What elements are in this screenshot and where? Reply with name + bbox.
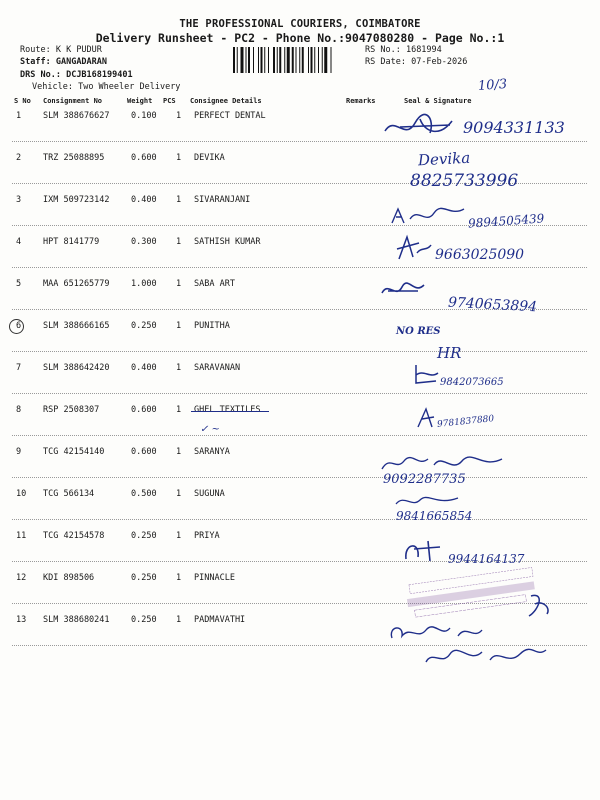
handwritten-phone-10: 9841665854 [396, 509, 473, 523]
row-weight: 0.400 [131, 195, 157, 205]
rs-date-label: RS Date: [365, 57, 406, 67]
handwritten-phone-11: 9944164137 [448, 552, 525, 566]
row-pcs: 1 [176, 279, 182, 289]
company-stamp [402, 563, 542, 627]
row-consignee: PUNITHA [194, 321, 230, 331]
col-header-consignee: Consignee Details [190, 97, 262, 105]
row-sno: 1 [16, 111, 22, 121]
row-consignee: SUGUNA [194, 489, 225, 499]
row-weight: 0.250 [131, 615, 157, 625]
barcode-bar [292, 47, 294, 73]
signature-4 [393, 233, 433, 263]
row-weight: 0.400 [131, 363, 157, 373]
row-consignee: SARAVANAN [194, 363, 241, 373]
rs-date-line [365, 57, 467, 67]
row-divider [12, 393, 587, 394]
row-pcs: 1 [176, 321, 182, 331]
row-consignee: SARANYA [194, 447, 230, 457]
barcode-bar [287, 47, 290, 73]
route-label: Route: [20, 45, 51, 55]
vehicle-value: Two Wheeler Delivery [78, 82, 181, 92]
row-consignee: PRIYA [194, 531, 220, 541]
signature-12 [525, 590, 555, 620]
handwritten-count: 10/3 [477, 76, 508, 95]
signature-3 [388, 203, 468, 229]
row-consignee: PINNACLE [194, 573, 235, 583]
handwritten-tick: ✓ ~ [200, 424, 220, 435]
row-weight: 0.500 [131, 489, 157, 499]
handwritten-phone-2: 8825733996 [410, 171, 519, 191]
barcode-bar [318, 47, 319, 73]
rs-no-value: 1681994 [405, 45, 442, 55]
row-consignment-no: MAA 651265779 [43, 279, 110, 289]
row-divider [12, 435, 587, 436]
col-header-pcs: PCS [163, 97, 176, 105]
row-weight: 0.250 [131, 321, 157, 331]
handwritten-phone-5: 9740653894 [447, 294, 538, 316]
company-title: THE PROFESSIONAL COURIERS, COIMBATORE [179, 18, 421, 30]
staff-value: GANGADARAN [55, 57, 108, 67]
signature-11 [400, 537, 446, 565]
row-sno: 9 [16, 447, 22, 457]
row-consignee: SABA ART [194, 279, 235, 289]
row-consignment-no: SLM 388676627 [43, 111, 110, 121]
row-sno: 12 [16, 573, 27, 583]
row-divider [12, 477, 587, 478]
row-divider [12, 267, 587, 268]
staff-label: Staff: [20, 57, 51, 67]
row-consignment-no: SLM 388642420 [43, 363, 110, 373]
handwritten-phone-9: 9092287735 [383, 472, 466, 487]
barcode-bar [264, 47, 265, 73]
row-consignment-no: HPT 8141779 [43, 237, 100, 247]
row-sno: 8 [16, 405, 22, 415]
row-divider [12, 351, 587, 352]
row-pcs: 1 [176, 153, 182, 163]
barcode-bar [268, 47, 269, 73]
rs-date-value: 07-Feb-2026 [411, 57, 468, 67]
barcode-bar [331, 47, 332, 73]
row-consignment-no: IXM 509723142 [43, 195, 110, 205]
row-weight: 0.600 [131, 405, 157, 415]
col-header-seal: Seal & Signature [404, 97, 472, 105]
row-pcs: 1 [176, 489, 182, 499]
barcode-bar [284, 47, 285, 73]
row-consignment-no: SLM 388680241 [43, 615, 110, 625]
row-consignee: PADMAVATHI [194, 615, 246, 625]
row-consignment-no: TCG 42154140 [43, 447, 105, 457]
col-header-weight: Weight [127, 97, 153, 105]
handwritten-phone-8: 9781837880 [436, 414, 495, 430]
row-consignee: SIVARANJANI [194, 195, 251, 205]
row-consignee: PERFECT DENTAL [194, 111, 266, 121]
barcode-bar [248, 47, 250, 73]
signature-8 [414, 405, 440, 431]
row-weight: 0.100 [131, 111, 157, 121]
row-pcs: 1 [176, 195, 182, 205]
row-weight: 0.250 [131, 573, 157, 583]
row-pcs: 1 [176, 111, 182, 121]
row-pcs: 1 [176, 573, 182, 583]
row-sno: 5 [16, 279, 22, 289]
row-divider [12, 141, 587, 142]
row-consignment-no: RSP 2508307 [43, 405, 100, 415]
barcode-bar [299, 47, 300, 73]
barcode-bar [279, 47, 281, 73]
drs-value: DCJB168199401 [66, 70, 133, 80]
route-line [20, 45, 102, 55]
handwritten-phone-1: 9094331133 [463, 118, 565, 137]
barcode-bar [246, 47, 247, 73]
route-value: K K PUDUR [55, 45, 102, 55]
barcode-bar [311, 47, 313, 73]
row-sno: 13 [16, 615, 27, 625]
row-consignment-no: TCG 42154578 [43, 531, 105, 541]
row-weight: 0.600 [131, 447, 157, 457]
barcode-bar [308, 47, 309, 73]
barcode-bar [241, 47, 244, 73]
col-header-sno: S No [14, 97, 31, 105]
handwritten-phone-3: 9894505439 [467, 211, 545, 231]
barcode-bar [324, 47, 327, 73]
row-sno: 3 [16, 195, 22, 205]
staff-line [20, 57, 107, 67]
signature-7 [412, 363, 442, 387]
row-divider [12, 519, 587, 520]
row-pcs: 1 [176, 615, 182, 625]
signature-13 [386, 622, 556, 672]
barcode-bar [237, 47, 238, 73]
stamp-image [402, 563, 542, 627]
row-weight: 0.600 [131, 153, 157, 163]
barcode-bar [253, 47, 254, 73]
barcode-bar [273, 47, 275, 73]
row-sno: 4 [16, 237, 22, 247]
row-pcs: 1 [176, 405, 182, 415]
handwritten-name-2: Devika [417, 148, 471, 170]
row-pcs: 1 [176, 237, 182, 247]
handwritten-phone-4: 9663025090 [435, 247, 525, 263]
row-consignee: SATHISH KUMAR [194, 237, 261, 247]
barcode-bar [302, 47, 304, 73]
row-consignment-no: KDI 898506 [43, 573, 95, 583]
row-consignment-no: TCG 566134 [43, 489, 95, 499]
row-pcs: 1 [176, 531, 182, 541]
row-sno: 11 [16, 531, 27, 541]
barcode-bar [233, 47, 235, 73]
drs-line [20, 70, 133, 80]
row-consignee: DEVIKA [194, 153, 225, 163]
col-header-remarks: Remarks [346, 97, 376, 105]
row-weight: 1.000 [131, 279, 157, 289]
row-consignment-no: TRZ 25088895 [43, 153, 105, 163]
row-pcs: 1 [176, 447, 182, 457]
row-sno: 7 [16, 363, 22, 373]
barcode-bar [296, 47, 297, 73]
circle-mark [9, 319, 24, 334]
row-sno: 2 [16, 153, 22, 163]
row-pcs: 1 [176, 363, 182, 373]
barcode-image [233, 47, 361, 73]
handwritten-initials-7: HR [437, 344, 462, 362]
runsheet-subtitle: Delivery Runsheet - PC2 - Phone No.:9047080280 - Page No.:1 [95, 31, 505, 45]
rs-no-line [365, 45, 442, 55]
barcode-bar [258, 47, 259, 73]
signature-10 [392, 492, 462, 510]
vehicle-line [32, 82, 180, 92]
vehicle-label: Vehicle: [32, 82, 73, 92]
signature-1 [380, 113, 460, 141]
row-weight: 0.300 [131, 237, 157, 247]
row-sno: 6 [16, 321, 22, 331]
drs-label: DRS No.: [20, 70, 61, 80]
handwritten-phone-7: 9842073665 [440, 377, 504, 388]
barcode-bar [314, 47, 315, 73]
strike-line [191, 411, 269, 412]
handwritten-remark-6: NO RES [396, 326, 441, 337]
row-consignee: GHEL TEXTILES [194, 405, 261, 415]
row-sno: 10 [16, 489, 27, 499]
rs-no-label: RS No.: [365, 45, 401, 55]
barcode-bar [322, 47, 323, 73]
barcode-bar [277, 47, 278, 73]
barcode-bar [261, 47, 263, 73]
col-header-consignment: Consignment No [43, 97, 103, 105]
signature-5 [378, 279, 428, 301]
row-weight: 0.250 [131, 531, 157, 541]
row-consignment-no: SLM 388666165 [43, 321, 110, 331]
